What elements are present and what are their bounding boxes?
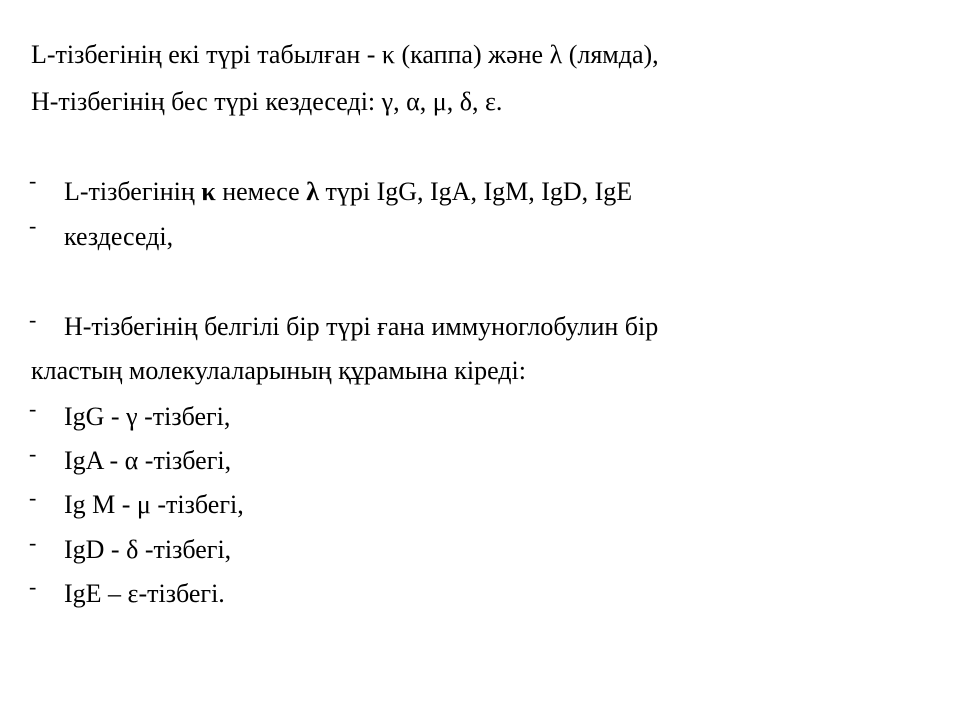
bullet-dash: - (29, 530, 37, 555)
text-line-occurs: кездеседі, (64, 222, 174, 251)
text-line-l-chain-classes (64, 177, 632, 207)
list-item-ige: IgE – ε-тізбегі. (64, 579, 225, 608)
list-item-iga: IgA - α -тізбегі, (64, 446, 232, 475)
text-fragment: түрі IgG, IgA, IgM, IgD, IgE (318, 177, 633, 206)
text-line-h-chain-types: H-тізбегінің бес түрі кездеседі: γ, α, μ, δ, ε. (31, 87, 503, 116)
text-line-h-chain-specific: H-тізбегінің белгілі бір түрі ғана иммуноглобулин бір (64, 312, 659, 341)
bullet-dash: - (29, 485, 37, 510)
text-fragment: немесе (215, 177, 307, 206)
list-item-igd: IgD - δ -тізбегі, (64, 535, 232, 564)
bullet-dash: - (29, 213, 37, 238)
list-item-igm: Ig M - μ -тізбегі, (64, 490, 244, 519)
bullet-dash: - (29, 396, 37, 421)
text-line-l-chain-types: L-тізбегінің екі түрі табылған - κ (каппа) жәнe λ (лямда), (31, 40, 659, 69)
bullet-dash: - (29, 168, 37, 193)
bullet-dash: - (29, 307, 37, 332)
list-item-igg: IgG - γ -тізбегі, (64, 402, 231, 431)
text-fragment: L-тізбегінің (64, 177, 202, 206)
kappa-symbol: κ (201, 177, 216, 206)
bullet-dash: - (29, 574, 37, 599)
lambda-symbol: λ (306, 177, 319, 206)
text-line-class-molecules: кластың молекулаларының құрамына кіреді: (31, 356, 526, 385)
bullet-dash: - (29, 441, 37, 466)
